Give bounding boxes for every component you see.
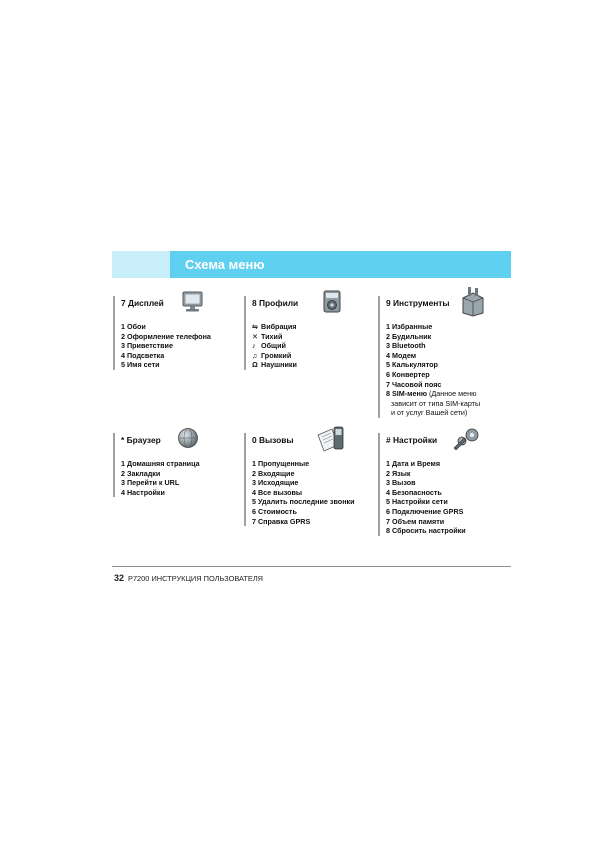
list-item: 1 Обои: [121, 322, 146, 331]
panel-title: 0 Вызовы: [252, 435, 294, 445]
list-item: 1 Пропущенные: [252, 459, 310, 468]
menu-panel-browser: [113, 433, 249, 497]
list-item: Ω Наушники: [252, 360, 297, 370]
list-item: 6 Конвертер: [386, 369, 430, 379]
list-item: 4 Безопасность: [386, 487, 442, 497]
globe-icon: [177, 427, 199, 454]
list-item: 3 Исходящие: [252, 478, 299, 488]
list-item: 3 Bluetooth: [386, 341, 426, 351]
list-item: 1 Дата и Время: [386, 459, 441, 468]
wrench-gears-icon: [452, 426, 482, 455]
list-item: 4 Все вызовы: [252, 487, 303, 497]
list-item: 8 SIM-меню (Данное меню: [386, 389, 477, 399]
list-item: 2 Язык: [386, 468, 411, 478]
page-title: Схема меню: [185, 257, 265, 272]
menu-panel-profiles: [244, 296, 380, 370]
silent-icon: ✕: [252, 331, 259, 341]
list-item: 4 Модем: [386, 350, 417, 360]
list-item: ♪ Общий: [252, 341, 286, 351]
list-item: 5 Настройки сети: [386, 497, 448, 507]
list-item: 7 Часовой пояс: [386, 379, 442, 389]
vibrate-icon: ⇋: [252, 322, 259, 331]
panel-title: * Браузер: [121, 435, 161, 445]
list-item: 5 Удалить последние звонки: [252, 497, 355, 507]
list-item: 3 Перейти к URL: [121, 478, 180, 488]
panel-title: 8 Профили: [252, 298, 299, 308]
page-number: 32: [114, 573, 125, 583]
menu-panel-tools: [378, 296, 514, 418]
note-text: (Данное меню: [428, 389, 477, 399]
list-item: 7 Объем памяти: [386, 516, 445, 526]
list-item: 2 Закладки: [121, 468, 161, 478]
note-icon: ♪: [252, 341, 256, 351]
page-footer: [114, 573, 263, 583]
toolbox-icon: [460, 287, 486, 322]
list-item: 3 Вызов: [386, 478, 416, 488]
loud-icon: ♫: [252, 350, 258, 360]
menu-panel-display: [113, 296, 249, 370]
footer-text: P7200 ИНСТРУКЦИЯ ПОЛЬЗОВАТЕЛЯ: [128, 574, 264, 583]
list-item: 4 Подсветка: [121, 350, 165, 360]
list-item: 6 Подключение GPRS: [386, 506, 464, 516]
note-text: зависит от типа SIM-карты: [391, 398, 481, 408]
list-item: 5 Имя сети: [121, 360, 160, 370]
panel-title: 7 Дисплей: [121, 298, 164, 308]
list-item: 8 Сбросить настройки: [386, 526, 466, 536]
note-text: и от услуг Вашей сети): [391, 408, 468, 418]
panel-title: # Настройки: [386, 435, 438, 445]
list-item: 6 Стоимость: [252, 506, 297, 516]
menu-panel-settings: [378, 433, 514, 536]
footer-divider: [112, 566, 511, 567]
panel-title: 9 Инструменты: [386, 298, 450, 308]
list-item: ♫ Громкий: [252, 350, 292, 360]
list-item: 2 Оформление телефона: [121, 331, 211, 341]
headphones-icon: Ω: [252, 360, 258, 370]
list-item: ⇋ Вибрация: [252, 322, 297, 331]
section-banner: [112, 251, 511, 278]
list-item: 4 Настройки: [121, 487, 165, 497]
list-item: 1 Домашняя страница: [121, 459, 200, 468]
phone-speaker-icon: [322, 290, 342, 319]
list-item: 2 Входящие: [252, 468, 295, 478]
monitor-icon: [181, 290, 205, 319]
list-item: 1 Избранные: [386, 322, 433, 331]
list-item: 5 Калькулятор: [386, 360, 438, 370]
menu-panel-calls: [244, 433, 380, 526]
list-item: 3 Приветствие: [121, 341, 173, 351]
phone-notepad-icon: [316, 425, 346, 458]
list-item: 7 Справка GPRS: [252, 516, 311, 526]
list-item: 2 Будильник: [386, 331, 432, 341]
banner-accent: [112, 251, 170, 278]
list-item: ✕ Тихий: [252, 331, 283, 341]
